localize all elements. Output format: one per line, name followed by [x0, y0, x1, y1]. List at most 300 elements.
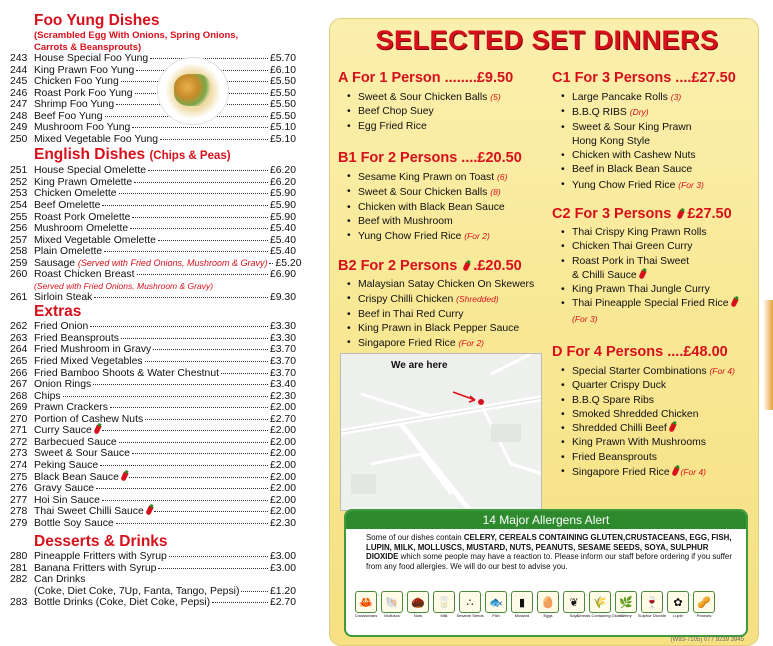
foo-yung-subtitle-1: (Scrambled Egg With Onions, Spring Onions, [34, 30, 239, 41]
sesame-icon: ∴ [459, 591, 481, 613]
item-number: 275 [10, 471, 28, 483]
peanut-icon: 🥜 [693, 591, 715, 613]
set-item [552, 379, 735, 393]
english-dishes-title [10, 146, 296, 165]
dot-leader [145, 419, 268, 420]
allergen-caption: Cereals Containing Gluten [576, 613, 624, 618]
dot-leader [102, 430, 268, 431]
item-number: 281 [10, 562, 28, 574]
allergen-caption: Crustaceans [354, 613, 378, 618]
item-number: 272 [10, 436, 28, 448]
item-name-text: Sausage [34, 257, 76, 269]
item-price: £2.00 [269, 494, 296, 506]
set-item-note: (For 3) [678, 179, 704, 190]
item-price: £5.70 [269, 53, 296, 64]
menu-item [10, 134, 296, 146]
set-item-name: King Prawn Thai Jungle Curry [572, 284, 710, 296]
dot-leader [94, 297, 268, 298]
set-item [338, 215, 522, 229]
set-item-note: (For 2) [464, 231, 490, 242]
item-name-text: Gravy Sauce [34, 483, 95, 495]
chili-icon [730, 298, 738, 308]
item-name-text: Chips [34, 390, 61, 402]
set-c1-title: C1 For 3 Persons ....£27.50 [552, 70, 736, 86]
item-number: 268 [10, 390, 28, 402]
set-item [338, 278, 534, 292]
egg-icon: 🥚 [537, 591, 559, 613]
dot-leader [154, 511, 268, 512]
item-price: £2.00 [269, 402, 296, 414]
item-name [34, 258, 267, 270]
set-c2-items [552, 226, 737, 327]
dot-leader [110, 407, 268, 408]
set-item [552, 105, 736, 120]
item-number: 267 [10, 379, 28, 391]
menu-item [10, 53, 296, 65]
item-price: £2.70 [269, 413, 296, 425]
crab-icon: 🦀 [355, 591, 377, 613]
sulphur-icon: 🍷 [641, 591, 663, 613]
set-item-name: Egg Fried Rice [358, 120, 427, 132]
item-price: £5.90 [269, 200, 296, 212]
set-dinners-header: SELECTED SET DINNERS [375, 25, 719, 55]
set-item-name: Beef in Thai Red Curry [358, 308, 464, 320]
item-number: 251 [10, 165, 28, 177]
item-name-text: Fried Mushroom in Gravy [34, 344, 152, 356]
desserts-list [10, 551, 296, 574]
allergen-caption: Lupin [673, 613, 683, 618]
menu-item [10, 563, 296, 575]
item-price: £6.20 [269, 176, 296, 188]
item-price: £2.70 [269, 597, 296, 609]
item-number: 253 [10, 188, 28, 200]
item-number: 271 [10, 425, 28, 437]
nut-icon: 🌰 [407, 591, 429, 613]
set-c2 [552, 205, 737, 327]
set-item [552, 408, 735, 422]
dot-leader [148, 170, 268, 171]
item-name [34, 437, 117, 449]
menu-item [10, 379, 296, 391]
item-price: £2.00 [269, 425, 296, 437]
set-item-name: Chicken with Cashew Nuts [572, 150, 696, 162]
item-name [34, 65, 134, 77]
celery-icon: 🌿 [615, 591, 637, 613]
item-price: £6.90 [269, 269, 296, 281]
item-name-text: Fried Mixed Vegetables [34, 356, 143, 368]
item-name-text: House Special Omelette [34, 165, 147, 177]
set-item-note: (For 4) [680, 467, 706, 478]
mustard-icon: ▮ [511, 591, 533, 613]
set-item [338, 170, 522, 185]
set-item-name: Beef Chop Suey [358, 106, 434, 118]
set-item-note: (6) [497, 172, 508, 182]
dot-leader [137, 274, 268, 275]
location-map [340, 353, 542, 511]
set-item [552, 364, 735, 379]
item-price: £2.30 [269, 390, 296, 402]
chili-icon [120, 471, 128, 481]
set-b2 [338, 257, 534, 351]
english-dishes-title-text: English Dishes [34, 146, 146, 164]
item-number: 243 [10, 53, 28, 64]
dot-leader [153, 349, 268, 350]
set-item [552, 163, 736, 177]
menu-item [10, 437, 296, 449]
item-price: £3.40 [269, 379, 296, 391]
menu-item [10, 414, 296, 426]
item-number: 265 [10, 356, 28, 368]
set-item-name: Beef with Mushroom [358, 215, 453, 227]
menu-item [10, 321, 296, 333]
set-item-name: Yung Chow Fried Rice [572, 179, 676, 191]
allergens-alert [344, 509, 748, 637]
item-name [34, 344, 151, 356]
set-a [338, 69, 513, 134]
set-item-name: Singapore Fried Rice [358, 338, 456, 350]
dot-leader [100, 465, 268, 466]
set-b2-title-b: .£20.50 [473, 258, 522, 274]
set-item [338, 120, 513, 134]
menu-item [10, 356, 296, 368]
dot-leader [241, 591, 268, 592]
item-number: 273 [10, 448, 28, 460]
item-name [34, 483, 94, 495]
set-item-name: B.B.Q RIBS [572, 107, 627, 119]
item-name [34, 563, 156, 575]
item-number: 250 [10, 133, 28, 145]
menu-item [10, 344, 296, 356]
set-d-title: D For 4 Persons ....£48.00 [552, 344, 728, 360]
soya-icon: ❦ [563, 591, 585, 613]
item-number: 248 [10, 110, 28, 122]
item-number: 246 [10, 87, 28, 99]
allergens-text-2: which some people may have a reaction to. Please inform our staff before ordering if you suffer from any food allergies. We will do our best to advise you. [366, 552, 732, 572]
set-item-name: Large Pancake Rolls [572, 92, 668, 103]
set-item [552, 240, 737, 254]
dot-leader [158, 568, 268, 569]
set-item-name: Sesame King Prawn on Toast [358, 172, 495, 183]
item-number: 245 [10, 76, 28, 88]
set-b1 [338, 149, 522, 244]
item-number: 264 [10, 344, 28, 356]
set-item-name: B.B.Q Spare Ribs [572, 394, 655, 406]
set-item-name: Thai Crispy King Prawn Rolls [572, 227, 707, 238]
item-name [34, 111, 103, 123]
item-name-text: Chicken Foo Yung [34, 76, 119, 88]
set-item-name: Singapore Fried Rice [572, 467, 670, 479]
item-price: £5.40 [269, 223, 296, 235]
allergen-caption: Soya [569, 613, 579, 618]
menu-item [10, 246, 296, 258]
dot-leader [104, 251, 268, 252]
item-price: £5.50 [269, 99, 296, 111]
allergen-icons [354, 591, 716, 621]
item-number: 255 [10, 211, 28, 223]
item-name [34, 402, 108, 414]
set-item-note: (8) [490, 187, 501, 198]
dot-leader [119, 442, 268, 443]
set-a-items [338, 90, 513, 134]
dot-leader [130, 228, 268, 229]
item-name [34, 425, 100, 437]
set-item [552, 255, 737, 269]
item-name-text: Thai Sweet Chilli Sauce [34, 506, 144, 518]
item-price: £2.30 [269, 517, 296, 529]
item-name-text: Pineapple Fritters with Syrup [34, 551, 167, 563]
item-name [34, 495, 100, 507]
item-number: 244 [10, 64, 28, 76]
allergens-title: 14 Major Allergens Alert [346, 511, 746, 529]
dot-leader [102, 500, 268, 501]
set-c1-items [552, 90, 736, 193]
menu-item [10, 177, 296, 189]
item-price: £9.30 [269, 291, 296, 303]
item-name-text: Shrimp Foo Yung [34, 99, 115, 111]
set-item [552, 422, 735, 436]
item-name-text: Beef Omelette [34, 200, 101, 212]
item-number: 280 [10, 551, 28, 563]
foo-yung-title: Foo Yung Dishes [34, 12, 160, 29]
dot-leader [63, 396, 268, 397]
set-c2-title-a: C2 For 3 Persons [552, 206, 672, 222]
item-price: £5.90 [269, 188, 296, 200]
set-item-name: Roast Pork in Thai Sweet [572, 255, 690, 267]
map-label: We are here [391, 360, 448, 371]
item-name [34, 333, 119, 345]
set-b2-items [338, 278, 534, 351]
allergen-item [354, 591, 378, 621]
allergen-caption: Peanuts [696, 613, 712, 618]
item-number: 262 [10, 321, 28, 333]
set-d-items [552, 364, 735, 480]
item-number: 252 [10, 176, 28, 188]
english-dishes-title-small: (Chips & Peas) [149, 150, 231, 163]
allergens-text [346, 529, 746, 572]
item-number: 276 [10, 483, 28, 495]
roast-chicken-note: (Served with Fried Onions, Mushroom & Gravy) [34, 280, 214, 291]
item-number: 247 [10, 99, 28, 111]
item-name-text: Barbecued Sauce [34, 436, 117, 448]
dot-leader [212, 602, 268, 603]
set-item [338, 185, 522, 200]
item-name [34, 165, 146, 177]
set-item [552, 283, 737, 297]
allergen-item [458, 591, 482, 621]
menu-item [10, 269, 296, 281]
item-name [34, 76, 119, 88]
extras-title: Extras [34, 303, 82, 321]
set-item [552, 312, 737, 327]
dot-leader [132, 217, 268, 218]
item-price: £2.00 [269, 506, 296, 518]
menu-item [10, 76, 296, 88]
item-name-text: House Special Foo Yung [34, 53, 149, 64]
item-price: £5.40 [269, 234, 296, 246]
item-number: 283 [10, 597, 28, 609]
set-item [552, 269, 737, 283]
allergen-item [406, 591, 430, 621]
item-number: 258 [10, 246, 28, 258]
item-name: Bottle Drinks (Coke, Diet Coke, Pepsi) [34, 597, 211, 609]
set-item-name: Fried Beansprouts [572, 451, 657, 463]
item-name-text: Chicken Omelette [34, 188, 117, 200]
menu-item [10, 212, 296, 224]
dot-leader [116, 523, 268, 524]
item-name-text: Black Bean Sauce [34, 471, 119, 483]
chili-icon [677, 209, 685, 219]
menu-item [10, 368, 296, 380]
item-price: £5.40 [269, 246, 296, 258]
chili-icon [671, 466, 679, 476]
item-name-text: Mixed Vegetable Omelette [34, 234, 156, 246]
menu-item [10, 88, 296, 100]
foo-yung-list [10, 53, 296, 145]
menu-item [10, 122, 296, 134]
allergen-caption: Fish [492, 613, 500, 618]
item-price: £1.20 [269, 585, 296, 597]
allergen-item [484, 591, 508, 621]
item-price: £3.00 [269, 562, 296, 574]
set-item [552, 465, 735, 480]
item-price: £2.00 [269, 436, 296, 448]
item-name [34, 368, 219, 380]
lupin-icon: ✿ [667, 591, 689, 613]
item-name-text: Peking Sauce [34, 459, 99, 471]
item-name [34, 235, 156, 247]
item-price: £3.30 [269, 332, 296, 344]
set-item-name: Malaysian Satay Chicken On Skewers [358, 279, 535, 290]
item-price: £5.50 [269, 87, 296, 99]
set-item [552, 226, 737, 240]
item-price: £2.00 [269, 471, 296, 483]
allergen-caption: Sulphur Dioxide [637, 613, 667, 618]
dot-leader [269, 263, 273, 264]
item-price: £5.90 [269, 211, 296, 223]
menu-item [10, 165, 296, 177]
item-number: 254 [10, 200, 28, 212]
item-name-text: Plain Omelette [34, 246, 103, 258]
dot-leader [158, 240, 268, 241]
set-item-name: King Prawn in Black Pepper Sauce [358, 322, 520, 334]
item-number: 257 [10, 234, 28, 246]
item-name-text: Mushroom Omelette [34, 223, 129, 235]
item-number: 263 [10, 332, 28, 344]
dot-leader [121, 338, 268, 339]
item-name-text: Roast Pork Omelette [34, 211, 131, 223]
allergens-list: CELERY, CEREALS CONTAINING GLUTEN,CRUSTACEANS, EGG, FISH, LUPIN, MILK, MOLLUSCS, MUSTARD, NUTS, PEANUTS, SESAME SEEDS, SOYA, SULPHUR DIOXIDE [366, 533, 732, 562]
dot-leader [134, 182, 268, 183]
allergen-item [432, 591, 456, 621]
set-item-name: Shredded Chilli Beef [572, 423, 667, 435]
set-item [552, 297, 737, 311]
set-item [552, 90, 736, 105]
menu-item [10, 460, 296, 472]
item-name-text: King Prawn Foo Yung [34, 64, 135, 76]
map-roads [341, 354, 542, 511]
item-name [34, 53, 148, 65]
left-menu-column [0, 0, 322, 646]
item-number: 259 [10, 257, 28, 269]
set-item [338, 229, 522, 244]
dot-leader [132, 453, 268, 454]
set-item-name: Sweet & Sour Chicken Balls [358, 187, 488, 199]
item-number: 269 [10, 402, 28, 414]
menu-item [10, 65, 296, 77]
set-item [552, 436, 735, 450]
dot-leader [150, 58, 268, 59]
set-b1-title: B1 For 2 Persons ....£20.50 [338, 150, 522, 166]
chili-icon [145, 506, 153, 516]
menu-item [10, 472, 296, 484]
foo-yung-subtitle-2: Carrots & Beansprouts) [34, 41, 142, 53]
set-item [338, 90, 513, 105]
menu-item [10, 257, 302, 270]
footer-code: (W93-7105) 077 9239 3945 [670, 637, 744, 643]
set-dinners-panel [329, 18, 759, 646]
item-name-text: Portion of Cashew Nuts [34, 413, 144, 425]
menu-item [10, 188, 296, 200]
item-number: 256 [10, 223, 28, 235]
page-edge-decoration [763, 300, 773, 410]
menu-item [10, 99, 296, 111]
set-item-name: King Prawn With Mushrooms [572, 437, 706, 449]
set-item [552, 135, 736, 149]
set-item [338, 322, 534, 336]
set-a-title: A For 1 Person ........£9.50 [338, 70, 514, 86]
item-name-text: Onion Rings [34, 379, 92, 391]
item-name [34, 379, 91, 391]
item-name-text: Sweet & Sour Sauce [34, 448, 130, 460]
cereal-icon: 🌾 [589, 591, 611, 613]
item-number: 270 [10, 413, 28, 425]
menu-item [10, 223, 296, 235]
allergen-caption: Molluscs [384, 613, 400, 618]
chili-icon [463, 261, 471, 271]
item-number: 260 [10, 269, 28, 281]
english-dishes-list [10, 165, 302, 281]
desserts-title: Desserts & Drinks [34, 533, 168, 551]
set-item-name: Quarter Crispy Duck [572, 380, 667, 392]
dot-leader [96, 488, 268, 489]
item-price: £2.00 [269, 448, 296, 460]
item-name [34, 223, 128, 235]
item-name-text: Mushroom Foo Yung [34, 122, 131, 134]
dot-leader [145, 361, 268, 362]
chili-icon [668, 423, 676, 433]
set-item-name: Thai Pineapple Special Fried Rice [572, 298, 729, 310]
dot-leader [119, 193, 268, 194]
item-name [34, 356, 143, 368]
item-name [34, 246, 102, 258]
set-b2-title-a: B2 For 2 Persons [338, 258, 458, 274]
item-price: £3.70 [269, 367, 296, 379]
item-price: £3.30 [269, 321, 296, 333]
menu-item [10, 111, 296, 123]
set-item [338, 336, 534, 351]
set-item [338, 292, 534, 307]
item-name-text: Bottle Soy Sauce [34, 517, 114, 529]
dot-leader [93, 384, 268, 385]
allergen-caption: Eggs [543, 613, 553, 618]
item-name-text: Roast Pork Foo Yung [34, 87, 133, 99]
item-name-text: Prawn Crackers [34, 402, 108, 414]
set-b1-items [338, 170, 522, 244]
item-name-text: Mixed Vegetable Foo Yung [34, 133, 159, 145]
item-number: 274 [10, 459, 28, 471]
item-number: 282 [10, 574, 28, 586]
item-price: £2.00 [269, 483, 296, 495]
